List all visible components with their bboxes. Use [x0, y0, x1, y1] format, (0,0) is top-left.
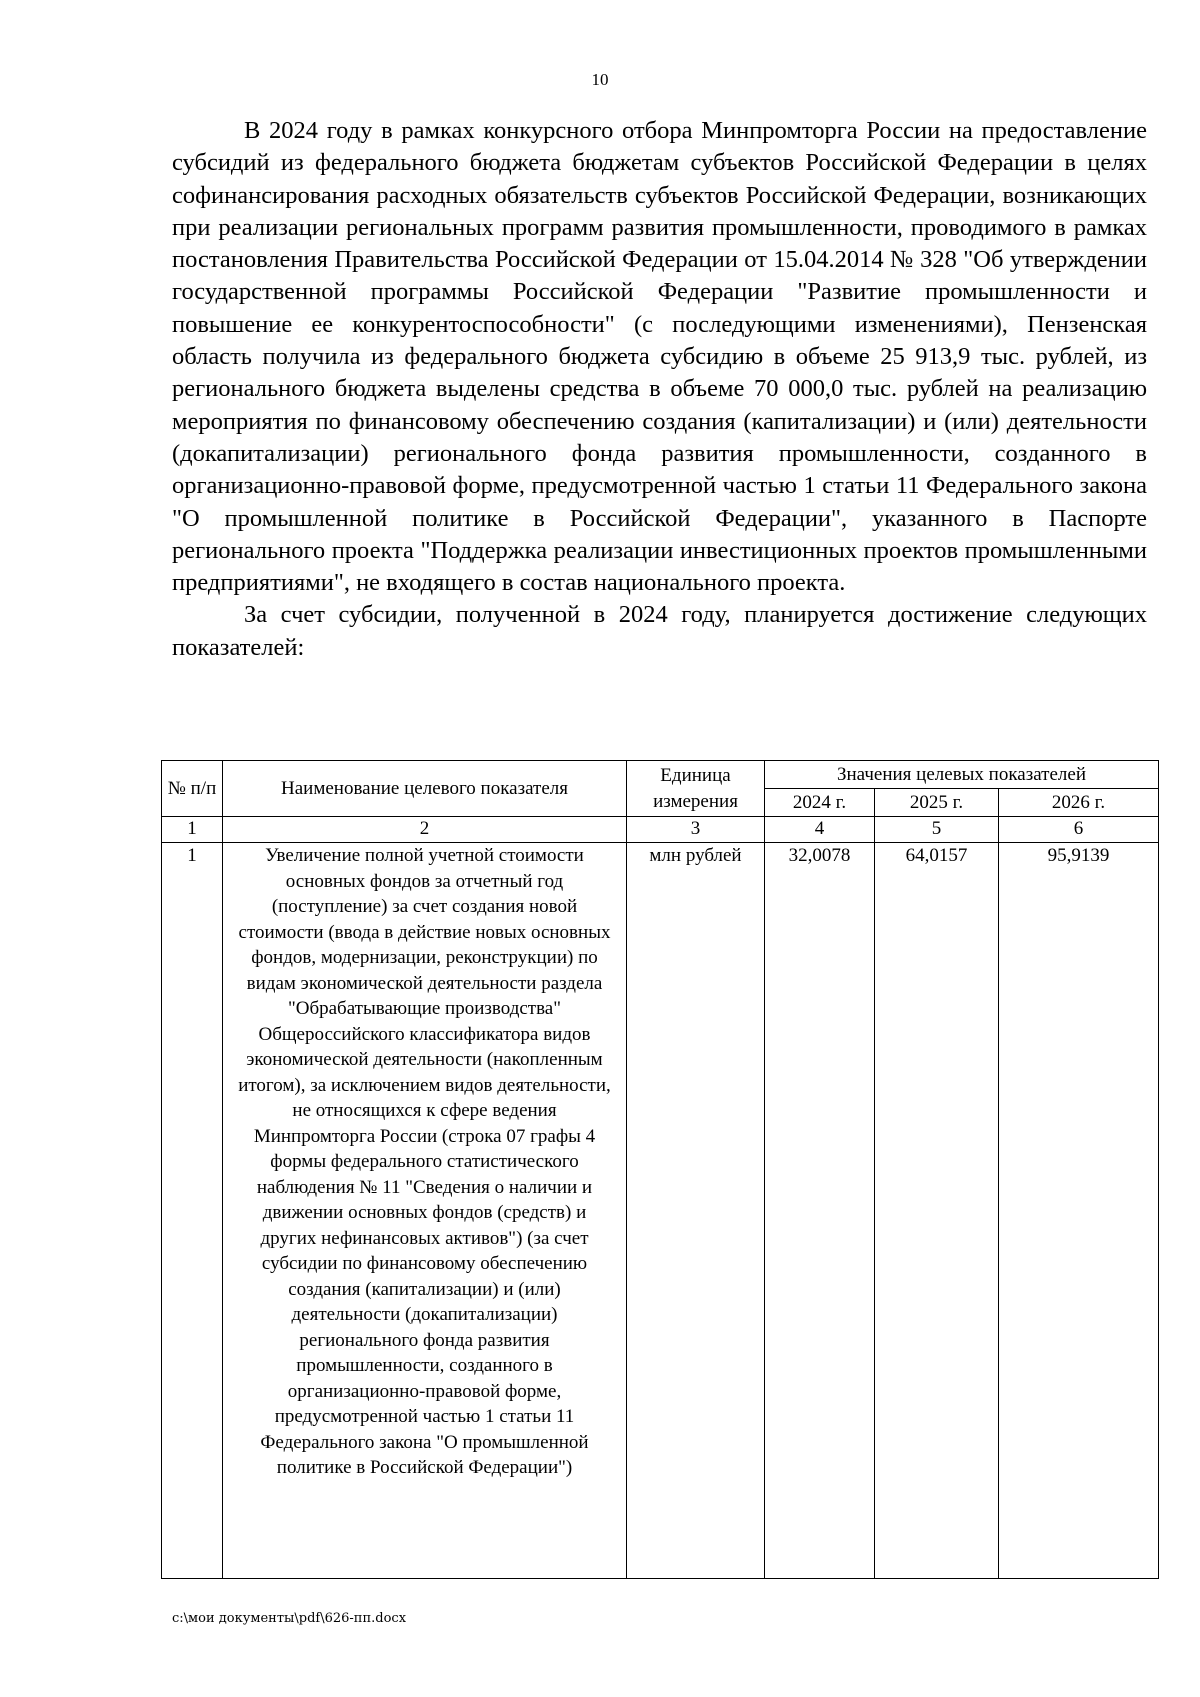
paragraph-subsidy-info: В 2024 году в рамках конкурсного отбора Минпромторга России на предоставление субсидий из федерального бюджета бюджетам субъектов Российской Федерации в целях софинансирования расходных обязательств субъектов Российской Федерации, возникающих при реализации региональных программ развития промышленности, проводимого в рамках постановления Правительства Российской Федерации от 15.04.2014 № 328 "Об утверждении государственной программы Российской Федерации "Развитие промышленности и повышение ее конкурентоспособности" (с последующими изменениями), Пензенская область получила из федерального бюджета субсидию в объеме 25 913,9 тыс. рублей, из регионального бюджета выделены средства в объеме 70 000,0 тыс. рублей на реализацию мероприятия по финансовому обеспечению создания (капитализации) и (или) деятельности (докапитализации) регионального фонда развития промышленности, созданного в организационно-правовой форме, предусмотренной частью 1 статьи 11 Федерального закона "О промышленной политике в Российской Федерации", указанного в Паспорте регионального проекта "Поддержка реализации инвестиционных проектов промышленными предприятиями", не входящего в состав национального проекта. — [172, 117, 1147, 597]
column-number: 1 — [162, 817, 223, 843]
page-number: 10 — [591, 70, 609, 89]
footer-file-path: c:\мои документы\pdf\626-пп.docx — [172, 1611, 407, 1626]
column-number: 6 — [999, 817, 1159, 843]
header-year-2026: 2026 г. — [999, 789, 1159, 817]
header-indicator-name: Наименование целевого показателя — [223, 761, 627, 817]
row-value-2024: 32,0078 — [765, 843, 875, 1579]
indicators-table — [161, 760, 1159, 1579]
body-text — [172, 115, 1147, 664]
row-num: 1 — [162, 843, 223, 1579]
row-value-2025: 64,0157 — [875, 843, 999, 1579]
column-number: 2 — [223, 817, 627, 843]
header-target-values: Значения целевых показателей — [765, 761, 1159, 789]
row-indicator-name: Увеличение полной учетной стоимости основных фондов за отчетный год (поступление) за счет создания новой стоимости (ввода в действие новых основных фондов, модернизации, реконструкции) по видам экономической деятельности раздела "Обрабатывающие производства" Общероссийского классификатора видов экономической деятельности (накопленным итогом), за исключением видов деятельности, не относящихся к сфере ведения Минпромторга России (строка 07 графы 4 формы федерального статистического наблюдения № 11 "Сведения о наличии и движении основных фондов (средств) и других нефинансовых активов") (за счет субсидии по финансовому обеспечению создания (капитализации) и (или) деятельности (докапитализации) регионального фонда развития промышленности, созданного в организационно-правовой форме, предусмотренной частью 1 статьи 11 Федерального закона "О промышленной политике в Российской Федерации") — [223, 843, 627, 1579]
header-year-2025: 2025 г. — [875, 789, 999, 817]
column-number: 5 — [875, 817, 999, 843]
header-unit: Единица измерения — [627, 761, 765, 817]
row-unit: млн рублей — [627, 843, 765, 1579]
paragraph-indicators-intro: За счет субсидии, полученной в 2024 году, планируется достижение следующих показателей: — [172, 601, 1147, 661]
header-num: № п/п — [162, 761, 223, 817]
header-year-2024: 2024 г. — [765, 789, 875, 817]
column-number: 3 — [627, 817, 765, 843]
row-value-2026: 95,9139 — [999, 843, 1159, 1579]
column-number: 4 — [765, 817, 875, 843]
table-row — [162, 843, 1159, 1579]
